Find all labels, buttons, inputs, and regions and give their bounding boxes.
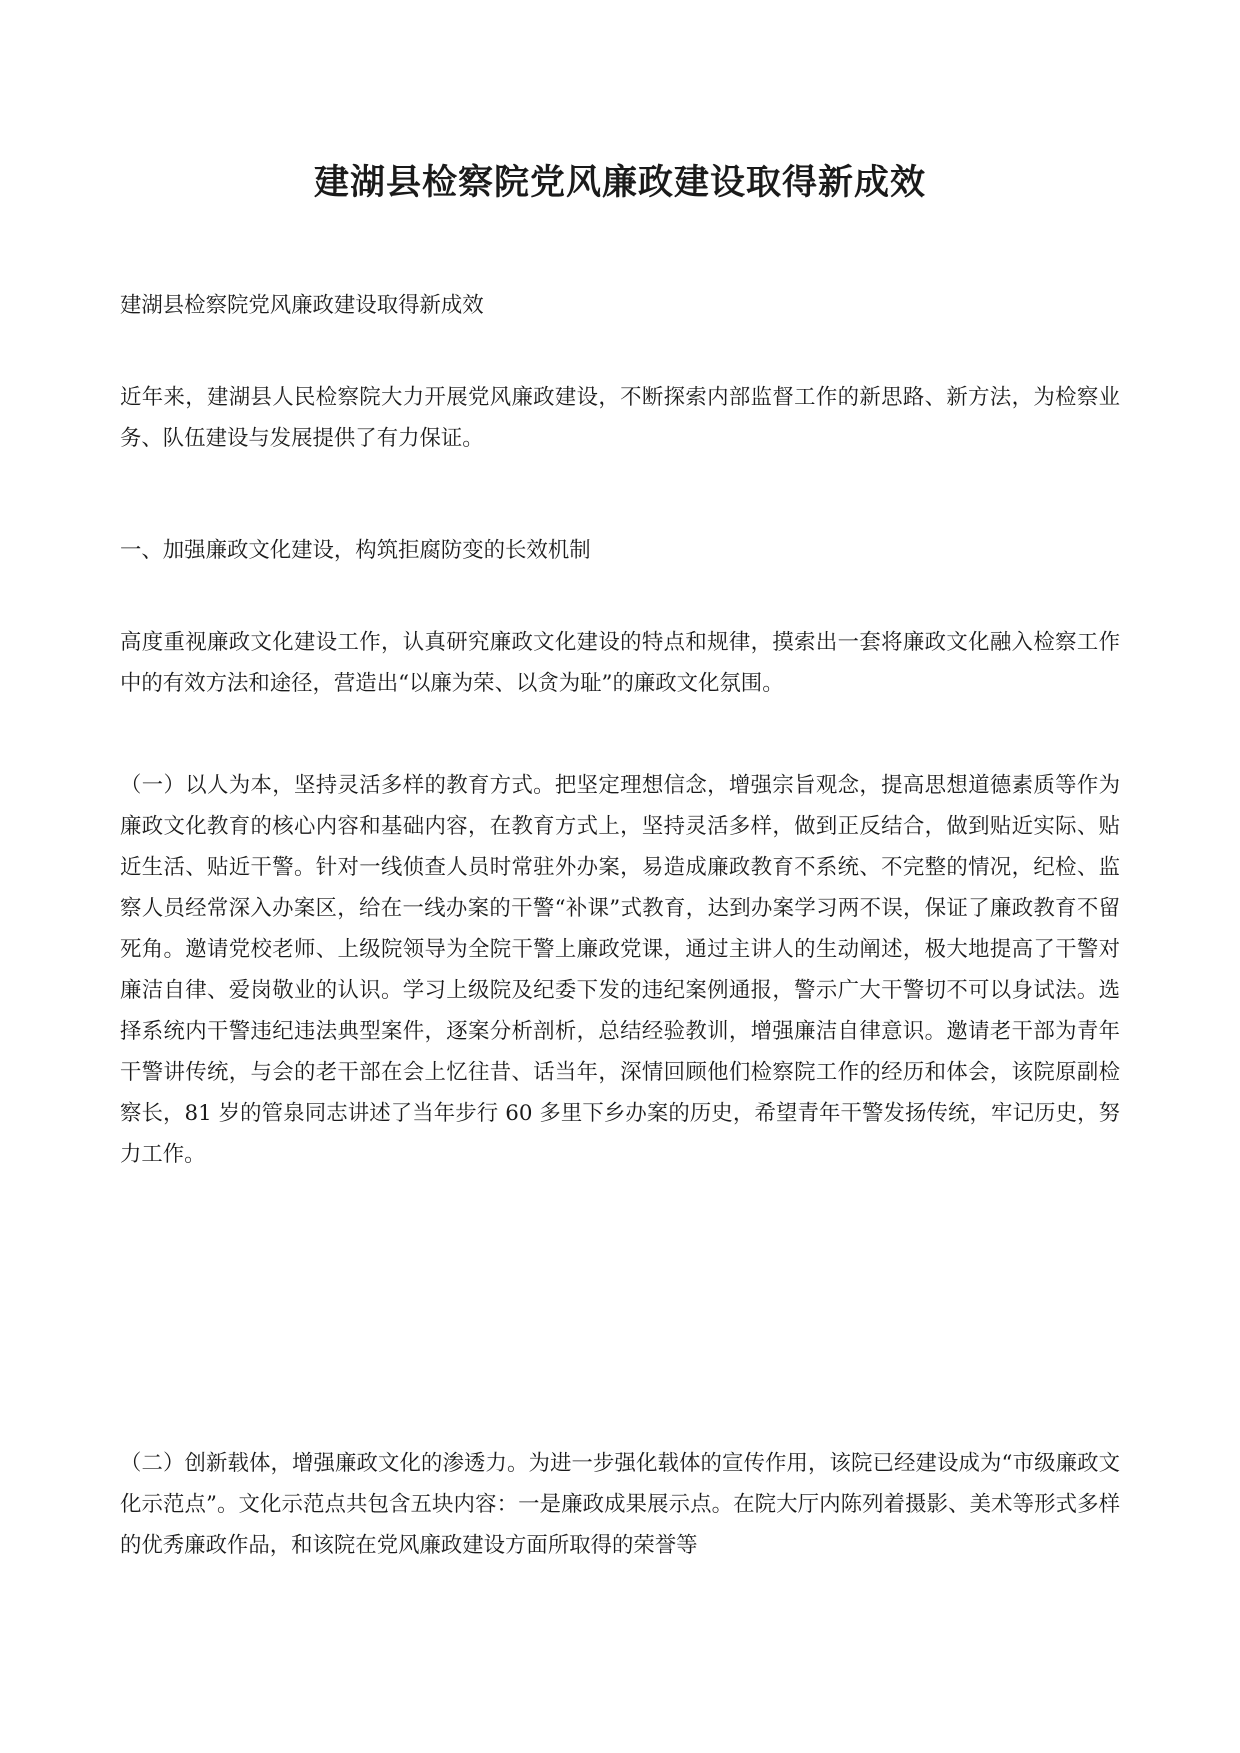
page-title: 建湖县检察院党风廉政建设取得新成效 xyxy=(313,162,926,203)
intro-paragraph: 近年来，建湖县人民检察院大力开展党风廉政建设，不断探索内部监督工作的新思路、新方法，为检察业务、队伍建设与发展提供了有力保证。 xyxy=(120,385,1120,451)
item-one-paragraph: （一）以人为本，坚持灵活多样的教育方式。把坚定理想信念，增强宗旨观念，提高思想道德素质等作为廉政文化教育的核心内容和基础内容，在教育方式上，坚持灵活多样，做到正反结合，做到贴近实际、贴近生活、贴近干警。针对一线侦查人员时常驻外办案，易造成廉政教育不系统、不完整的情况，纪检、监察人员经常深入办案区，给在一线办案的干警“补课”式教育，达到办案学习两不误，保证了廉政教育不留死角。邀请党校老师、上级院领导为全院干警上廉政党课，通过主讲人的生动阐述，极大地提高了干警对廉洁自律、爱岗敬业的认识。学习上级院及纪委下发的违纪案例通报，警示广大干警切不可以身试法。选择系统内干警违纪违法典型案件，逐案分析剖析，总结经验教训，增强廉洁自律意识。邀请老干部为青年干警讲传统，与会的老干部在会上忆往昔、话当年，深情回顾他们检察院工作的经历和体会，该院原副检察长，81 岁的管泉同志讲述了当年步行 60 多里下乡办案的历史，希望青年干警发扬传统，牢记历史，努力工作。 xyxy=(120,773,1120,1167)
section-paragraph: 高度重视廉政文化建设工作，认真研究廉政文化建设的特点和规律，摸索出一套将廉政文化融入检察工作中的有效方法和途径，营造出“以廉为荣、以贪为耻”的廉政文化氛围。 xyxy=(120,630,1120,696)
section-heading: 一、加强廉政文化建设，构筑拒腐防变的长效机制 xyxy=(120,538,591,563)
document-subtitle: 建湖县检察院党风廉政建设取得新成效 xyxy=(120,293,484,318)
item-two-paragraph: （二）创新载体，增强廉政文化的渗透力。为进一步强化载体的宣传作用，该院已经建设成为“市级廉政文化示范点”。文化示范点共包含五块内容：一是廉政成果展示点。在院大厅内陈列着摄影、美术等形式多样的优秀廉政作品，和该院在党风廉政建设方面所取得的荣誉等 xyxy=(120,1451,1120,1558)
